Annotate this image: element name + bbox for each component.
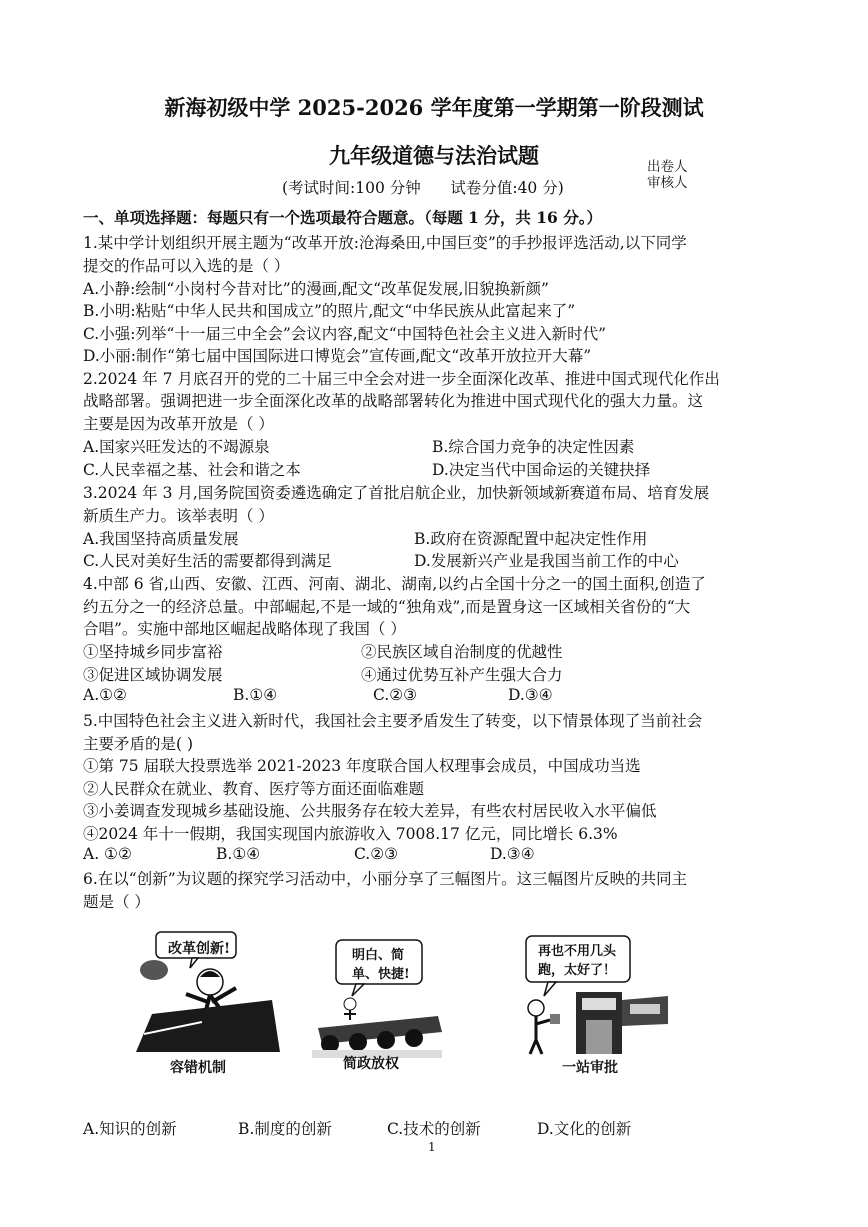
q2-option-a: A.国家兴旺发达的不竭源泉 — [83, 438, 270, 456]
q6-option-a: A.知识的创新 — [83, 1120, 177, 1138]
setter-label: 出卷人 — [647, 159, 688, 175]
q1-stem-line-2: 提交的作品可以入选的是（ ） — [83, 257, 290, 275]
q5-statement-2: ②人民群众在就业、教育、医疗等方面还面临难题 — [83, 780, 425, 798]
q2-stem-line-1: 2.2024 年 7 月底召开的党的二十届三中全会对进一步全面深化改革、推进中国式现代化作出 — [83, 370, 720, 388]
cartoon-fault-tolerance — [132, 930, 282, 1055]
cartoon-3-bubble-line-2: 跑，太好了！ — [538, 963, 617, 978]
q1-option-d: D.小丽:制作“第七届中国国际进口博览会”宣传画,配文“改革开放拉开大幕” — [83, 347, 592, 365]
q4-stem-line-1: 4.中部 6 省,山西、安徽、江西、河南、湖北、湖南,以约占全国十分之一的国土面积,创造了 — [83, 575, 706, 593]
q2-stem-line-3: 主要是因为改革开放是（ ） — [83, 415, 274, 433]
q6-option-b: B.制度的创新 — [238, 1120, 332, 1138]
q4-option-c: C.②③ — [373, 686, 418, 704]
exam-subtitle: 九年级道德与法治试题 — [329, 143, 539, 168]
q5-option-b: B.①④ — [216, 845, 261, 863]
q5-statement-4: ④2024 年十一假期，我国实现国内旅游收入 7008.17 亿元，同比增长 6.3% — [83, 825, 618, 843]
q4-statement-1: ①坚持城乡同步富裕 — [83, 643, 223, 661]
q3-option-b: B.政府在资源配置中起决定性作用 — [414, 530, 648, 548]
q6-stem-line-1: 6.在以“创新”为议题的探究学习活动中，小丽分享了三幅图片。这三幅图片反映的共同主 — [83, 870, 688, 888]
q4-option-a: A.①② — [83, 686, 127, 704]
section-heading: 一、单项选择题：每题只有一个选项最符合题意。（每题 1 分，共 16 分。） — [83, 208, 602, 227]
q1-option-c: C.小强:列举“十一届三中全会”会议内容,配文“中国特色社会主义进入新时代” — [83, 325, 607, 343]
q6-option-c: C.技术的创新 — [387, 1120, 481, 1138]
q3-option-d: D.发展新兴产业是我国当前工作的中心 — [414, 552, 679, 570]
q2-option-d: D.决定当代中国命运的关键抉择 — [432, 461, 651, 479]
page-number: 1 — [428, 1140, 436, 1154]
q5-stem-line-1: 5.中国特色社会主义进入新时代，我国社会主要矛盾发生了转变，以下情景体现了当前社会 — [83, 712, 703, 730]
q6-stem-line-2: 题是（ ） — [83, 893, 150, 911]
q5-option-d: D.③④ — [490, 845, 535, 863]
q3-stem-line-1: 3.2024 年 3 月,国务院国资委遴选确定了首批启航企业，加快新领域新赛道布局、培育发展 — [83, 484, 710, 502]
q5-statement-1: ①第 75 届联大投票选举 2021-2023 年度联合国人权理事会成员，中国成功当选 — [83, 757, 641, 775]
q4-stem-line-2: 约五分之一的经济总量。中部崛起,不是一域的“独角戏”,而是置身这一区域相关省份的“大 — [83, 598, 691, 616]
exam-info: (考试时间:100 分钟 试卷分值:40 分) — [282, 179, 564, 197]
q3-option-c: C.人民对美好生活的需要都得到满足 — [83, 552, 332, 570]
cartoon-3-caption: 一站审批 — [562, 1060, 618, 1076]
q1-stem-line-1: 1.某中学计划组织开展主题为“改革开放:沧海桑田,中国巨变”的手抄报评选活动,以下同学 — [83, 234, 687, 252]
q5-option-c: C.②③ — [354, 845, 399, 863]
cartoon-one-stop-approval — [510, 934, 670, 1059]
q1-option-a: A.小静:绘制“小岗村今昔对比”的漫画,配文“改革促发展,旧貌换新颜” — [83, 280, 549, 298]
q4-stem-line-3: 合唱”。实施中部地区崛起战略体现了我国（ ） — [83, 620, 406, 638]
cartoon-1-bubble-text: 改革创新! — [168, 941, 231, 957]
cartoon-1-caption: 容错机制 — [170, 1060, 226, 1076]
q1-option-b: B.小明:粘贴“中华人民共和国成立”的照片,配文“中华民族从此富起来了” — [83, 302, 576, 320]
q2-stem-line-2: 战略部署。强调把进一步全面深化改革的战略部署转化为推进中国式现代化的强大力量。这 — [83, 392, 704, 410]
reviewer-label: 审核人 — [647, 175, 688, 191]
q5-statement-3: ③小姜调查发现城乡基础设施、公共服务存在较大差异，有些农村居民收入水平偏低 — [83, 802, 657, 820]
cartoon-2-bubble-line-1: 明白、简 — [352, 948, 405, 963]
q5-option-a: A. ①② — [83, 845, 132, 863]
q4-statement-2: ②民族区域自治制度的优越性 — [361, 643, 563, 661]
q4-statement-4: ④通过优势互补产生强大合力 — [361, 666, 563, 684]
cartoon-2-caption: 简政放权 — [343, 1056, 399, 1072]
cartoon-streamline-administration — [310, 938, 445, 1058]
q3-option-a: A.我国坚持高质量发展 — [83, 530, 239, 548]
cartoon-2-bubble-line-2: 单、快捷! — [352, 967, 410, 982]
q4-option-b: B.①④ — [233, 686, 278, 704]
q5-stem-line-2: 主要矛盾的是( ) — [83, 735, 194, 753]
q4-statement-3: ③促进区域协调发展 — [83, 666, 223, 684]
cartoon-3-bubble-line-1: 再也不用几头 — [538, 944, 617, 959]
q2-option-b: B.综合国力竞争的决定性因素 — [432, 438, 635, 456]
q4-option-d: D.③④ — [508, 686, 553, 704]
q2-option-c: C.人民幸福之基、社会和谐之本 — [83, 461, 301, 479]
q6-option-d: D.文化的创新 — [537, 1120, 632, 1138]
exam-title: 新海初级中学 2025-2026 学年度第一学期第一阶段测试 — [164, 95, 704, 120]
q3-stem-line-2: 新质生产力。该举表明（ ） — [83, 507, 274, 525]
